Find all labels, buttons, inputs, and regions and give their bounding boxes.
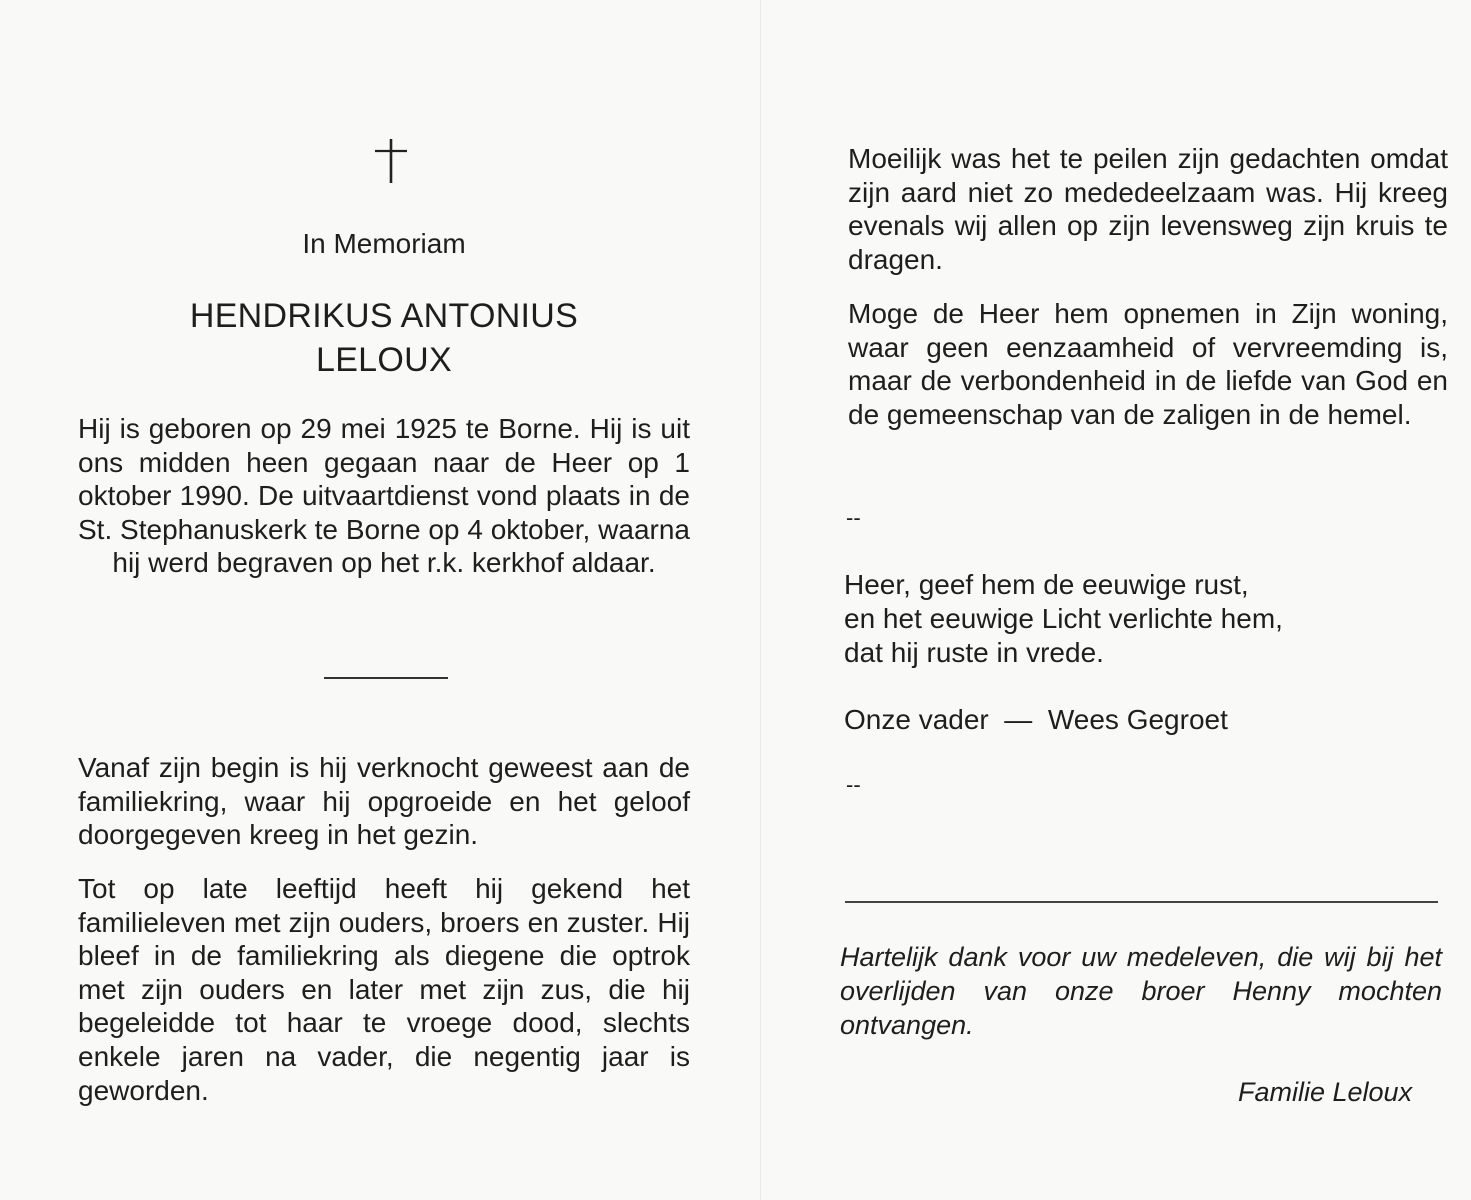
signature-rule	[845, 901, 1438, 903]
short-divider	[324, 677, 448, 679]
card-fold	[760, 0, 761, 1200]
separator-dash-1: --	[846, 505, 861, 530]
name-line-1: HENDRIKUS ANTONIUS	[189, 297, 579, 335]
cross-icon	[374, 137, 408, 185]
thanks-text: Hartelijk dank voor uw medeleven, die wij bij het overlijden van onze broer Henny mochten ontvangen.	[840, 942, 1442, 1040]
family-signature: Familie Leloux	[1238, 1077, 1413, 1107]
life-paragraph: Tot op late leeftijd heeft hij gekend het familieleven met zijn ouders, broers en zuster. Hij bleef in de familiekring als diegene die optrok met zijn ouders en later met zijn zus, die hij begeleidde tot haar te vroege dood, slechts enkele jaren na vader, die negentig jaar is geworden.	[78, 873, 690, 1106]
prayer-line-2: en het eeuwige Licht verlichte hem,	[844, 603, 1283, 634]
blessing-paragraph: Moge de Heer hem opnemen in Zijn woning, waar geen eenzaamheid of vervreemding is, maar de verbondenheid in de liefde van God en de gemeenschap van de zaligen in de hemel.	[848, 298, 1448, 430]
name-line-2: LELOUX	[316, 341, 452, 379]
prayers-line: Onze vader — Wees Gegroet	[844, 704, 1228, 735]
prayer-line-1: Heer, geef hem de eeuwige rust,	[844, 569, 1249, 600]
bio-paragraph: Hij is geboren op 29 mei 1925 te Borne. Hij is uit ons midden heen gegaan naar de Heer op 1 oktober 1990. De uitvaartdienst vond plaats in de St. Stephanuskerk te Borne op 4 oktober, waarna hij werd begraven op het r.k. kerkhof aldaar.	[78, 413, 690, 579]
family-paragraph: Vanaf zijn begin is hij verknocht geweest aan de familiekring, waar hij opgroeide en het geloof doorgegeven kreeg in het gezin.	[78, 752, 690, 851]
deceased-name	[78, 294, 690, 382]
thoughts-paragraph: Moeilijk was het te peilen zijn gedachten omdat zijn aard niet zo mededeelzaam was. Hij kreeg evenals wij allen op zijn levensweg zijn kruis te dragen.	[848, 143, 1448, 275]
memoriam-heading: In Memoriam	[302, 228, 466, 259]
separator-dash-2: --	[846, 772, 861, 797]
prayer-line-3: dat hij ruste in vrede.	[844, 637, 1104, 668]
